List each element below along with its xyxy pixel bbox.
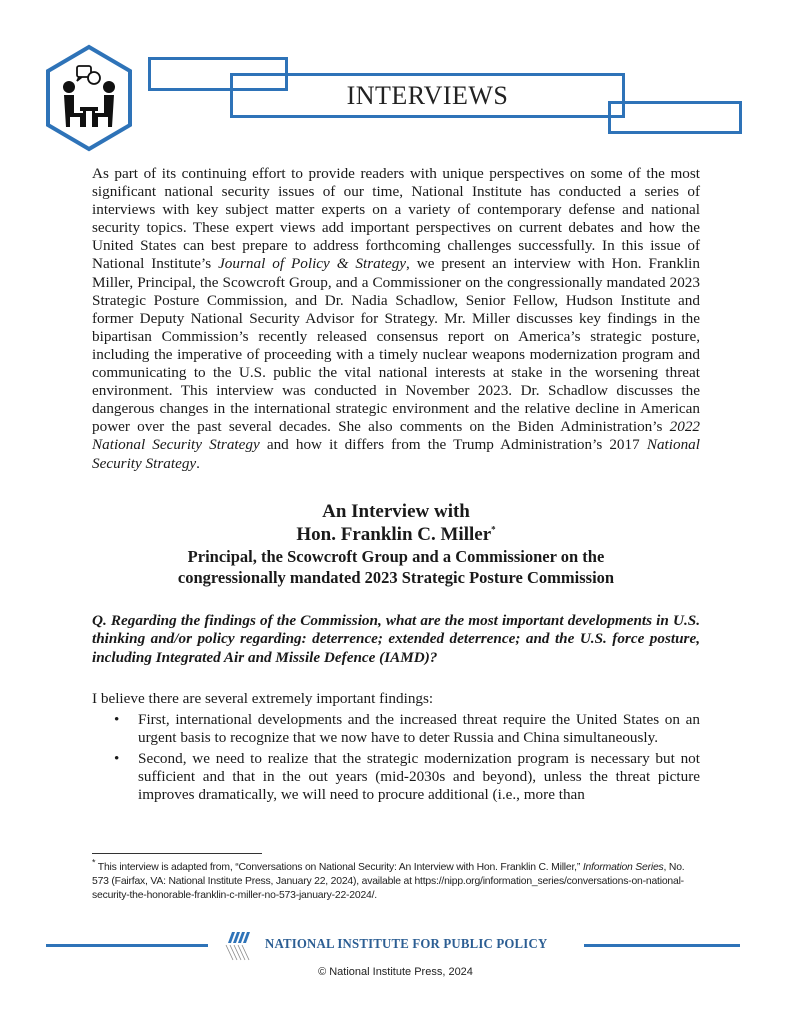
list-item-text: First, international developments and the increased threat require the United States on an urgent basis to recognize that we now have to deter Russia and China simultaneously. xyxy=(138,711,700,747)
answer-bullet-list xyxy=(92,711,700,807)
interview-headline xyxy=(92,500,700,588)
decorative-frame xyxy=(608,101,742,134)
interviewee-title: congressionally mandated 2023 Strategic Posture Commission xyxy=(177,568,615,587)
page-header xyxy=(0,0,791,150)
interview-people-hexagon-icon xyxy=(44,44,134,152)
section-title: INTERVIEWS xyxy=(346,80,509,110)
footer-divider xyxy=(584,944,740,947)
footnote-reference[interactable]: * xyxy=(491,524,496,535)
series-title: Information Series xyxy=(582,862,664,873)
interviewee-name-text: Hon. Franklin C. Miller xyxy=(296,524,492,545)
footnote-mark: * xyxy=(92,857,96,868)
list-item xyxy=(92,711,700,747)
answer-lead: I believe there are several extremely important findings: xyxy=(92,690,434,707)
copyright-notice: © National Institute Press, 2024 xyxy=(318,966,473,978)
footnote-divider xyxy=(92,853,262,854)
intro-text: As part of its continuing effort to provide readers with unique perspectives on some of the most significant national security issues of our time, National Institute has conducted a series of interviews with key subject matter experts on a variety of contemporary defense and national security topics. These expert views add important perspectives on current debates and how the United States can best prepare to address forthcoming challenges successfully. In this issue of National Institute’s xyxy=(92,165,700,273)
interviewee-name xyxy=(92,523,700,546)
headline-line: An Interview with xyxy=(322,501,470,522)
journal-title: Journal of Policy & Strategy xyxy=(218,255,407,273)
intro-text: and how it differs from the Trump Administration’s 2017 xyxy=(259,436,647,454)
intro-text: , we present an interview with Hon. Franklin Miller, Principal, the Scowcroft Group, and a Commissioner on the congressionally mandated 2023 Strategic Posture Commission, and Dr. Nadia Schadlow, Senior Fellow, Hudson Institute and former Deputy National Security Advisor for Strategy. Mr. Miller discusses key findings in the bipartisan Commission’s recently released consensus report on America’s strategic posture, including the imperative of proceeding with a timely nuclear weapons modernization program and communicating to the U.S. public the vital national interests at stake in the worsening threat environment. This interview was conducted in November 2023. Dr. Schadlow discusses the dangerous changes in the international strategic environment and the relative decline in American power over the past several decades. She also comments on the Biden Administration’s xyxy=(92,255,700,436)
intro-paragraph xyxy=(92,165,700,473)
list-item xyxy=(92,750,700,804)
footnote-text: This interview is adapted from, “Conversations on National Security: An Interview with Hon. Franklin C. Miller,” xyxy=(95,862,583,873)
nss-2022-title: 2022 National Security Strategy xyxy=(92,418,700,454)
nipp-stripes-logo-icon xyxy=(222,931,256,961)
list-item-text: Second, we need to realize that the strategic modernization program is necessary but not sufficient and that in the out years (mid-2030s and beyond), unless the threat picture improves dramatically, we will need to procure additional (i.e., more than xyxy=(138,750,700,804)
intro-text: . xyxy=(196,454,200,472)
publisher-name: NATIONAL INSTITUTE FOR PUBLIC POLICY xyxy=(265,936,548,951)
interview-question: Q. Regarding the findings of the Commission, what are the most important developments in U.S. thinking and/or policy regarding: deterrence; extended deterrence; and the U.S. force posture, including Integrated Air and Missile Defence (IAMD)? xyxy=(92,612,700,666)
footnote xyxy=(92,857,692,904)
interviewee-title: Principal, the Scowcroft Group and a Commissioner on the xyxy=(187,547,605,566)
bullet-icon: • xyxy=(114,750,120,768)
footnote-text[interactable]: , No. 573 (Fairfax, VA: National Institute Press, January 22, 2024), available at https://nipp.org/information_series/conversations-on-national-security-the-honorable-franklin-c-miller-no-573-january-22-2024/. xyxy=(92,862,685,902)
nss-2017-title: National Security Strategy xyxy=(92,436,700,472)
footer-divider xyxy=(46,944,208,947)
bullet-icon: • xyxy=(114,711,120,728)
